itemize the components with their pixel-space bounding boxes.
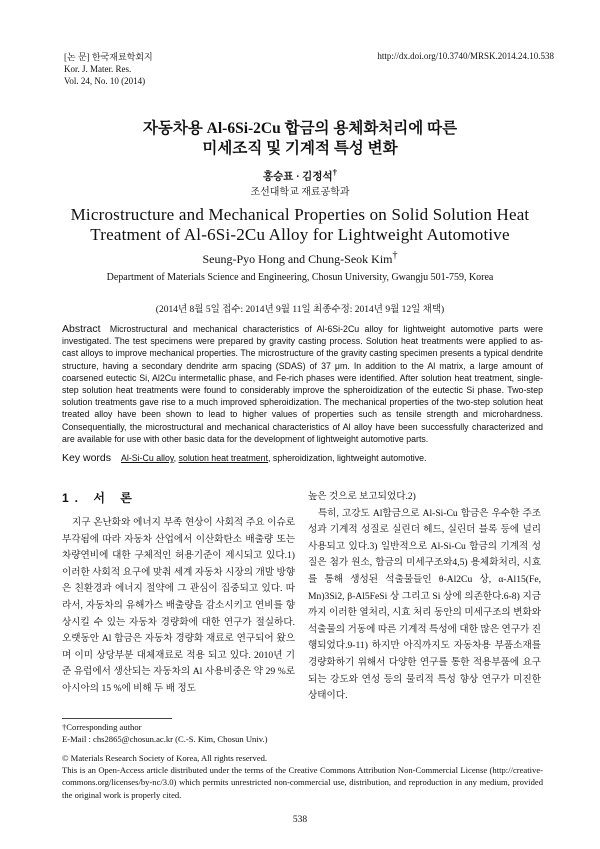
title-korean-line2: 미세조직 및 기계적 특성 변화 [202, 140, 398, 157]
corresponding-mark-en: † [392, 250, 398, 261]
title-english [0, 205, 600, 245]
footnote-email: E-Mail : chs2865@chosun.ac.kr (C.-S. Kim, Chosun Univ.) [62, 734, 268, 744]
title-korean [0, 119, 600, 159]
abstract [62, 323, 543, 445]
footnote-rule [62, 718, 172, 719]
affiliation-korean: 조선대학교 재료공학과 [250, 187, 350, 198]
keyword-item[interactable]: Al-Si-Cu alloy [121, 453, 174, 463]
keyword-item: spheroidization [272, 453, 333, 463]
journal-name-en: Kor. J. Mater. Res. [64, 64, 132, 74]
title-english-line1: Microstructure and Mechanical Properties on Solid Solution Heat [70, 205, 530, 224]
page-number: 538 [292, 815, 308, 825]
footnote [62, 721, 267, 745]
intro-paragraph-1: 지구 온난화와 에너지 부족 현상이 사회적 주요 이슈로 부각됨에 따라 자동차 산업에서 이산화탄소 배출량 또는 차량연비에 대한 구체적인 허용기준이 제시되고 있다.1) 이러한 사회적 요구에 맞춰 세계 자동차 시장의 개발 방향은 친환경과 에너지 절약에 그 관심이 집중되고 있다. 따라서, 자동차의 유해가스 배출량을 감소시키고 연비를 향상시킬 수 있는 자동차 경량화에 대한 연구가 절실하다. 오랫동안 Al 합금은 자동차 경량화 재료로 연구되어 왔으며 이미 상당부분 대체재료로 적용 되고 있다. 2010년 기준 유럽에서 생산되는 자동차의 Al 사용비중은 약 29 %로 아시아의 15 %에 비해 두 배 정도 [62, 517, 295, 694]
authors-korean [0, 167, 600, 184]
footnote-corresponding: †Corresponding author [62, 722, 142, 732]
title-korean-line1: 자동차용 Al-6Si-2Cu 합금의 용체화처리에 따른 [142, 120, 458, 137]
left-column [62, 515, 295, 698]
right-column [308, 489, 541, 705]
corresponding-mark: † [332, 167, 337, 177]
title-english-line2: Treatment of Al-6Si-2Cu Alloy for Lightweight Automotive [90, 225, 510, 244]
intro-paragraph-continued: 높은 것으로 보고되었다.2) [308, 491, 416, 502]
copyright-line: © Materials Research Society of Korea, All rights reserved. [62, 753, 268, 763]
section-heading-introduction: 1. 서 론 [62, 491, 138, 505]
license-text: This is an Open-Access article distributed under the terms of the Creative Commons Attribution Non-Commercial License (http://creative-commons.org/licenses/by-nc/3.0) which permits unrestricted non-commercial use, distribution, and reproduction in any medium, provided the original work is properly cited. [62, 765, 543, 800]
journal-info [64, 51, 153, 87]
authors-korean-names: 홍승표 · 김정석 [263, 171, 333, 183]
intro-paragraph-2: 특히, 고강도 Al합금으로 Al-Si-Cu 합금은 우수한 주조성과 기계적 성질로 실린더 헤드, 실린더 블록 등에 널리 사용되고 있다.3) 일반적으로 Al-Si-Cu 합금의 기계적 성질은 첨가 원소, 합금의 미세구조와4,5) 용체화처리, 시효를 통해 생성된 석출물들인 θ-Al2Cu 상, α-Al15(Fe, Mn)3Si2, β-Al5FeSi 상 그리고 Si 상에 의존한다.6-8) 지금까지 이러한 열처리, 시효 처리 동안의 미세구조의 변화와 석출물의 거동에 따른 기계적 특성에 대한 많은 연구가 진행되었다.9-11) 하지만 아직까지도 자동차용 부품소재를 경량화하기 위해서 다양한 연구를 통한 적용부품에 요구되는 강도와 연성 등의 물리적 특성 향상 연구가 미진한 상태이다. [308, 507, 541, 702]
abstract-heading: Abstract [62, 323, 101, 335]
copyright-notice [62, 752, 543, 801]
abstract-text: Microstructural and mechanical characteristics of Al-6Si-2Cu alloy for lightweight automotive parts were investigated. The test specimens were prepared by gravity casting process. Solution heat treatments were applied to as-cast alloys to improve mechanical properties. The microstructure of the gravity casting specimen presents a typical dendrite structure, having a secondary dendrite arm spacing (SDAS) of 37 μm. In addition to the Al matrix, a large amount of coarsened eutectic Si, Al2Cu intermetallic phase, and Fe-rich phases were identified. After solution heat treatment, single-step solution heat treatments were found to considerably improve the spheroidization of the eutectic Si phase. Two-step solution treatments gave rise to a much improved spheroidization. The mechanical properties of the two-step solution heat treated alloy have been shown to lead to higher values of properties such as tensile strength and microhardness. Consequentially, the microstructural and mechanical characteristics of Al alloy have been successfully characterized and are available for use with other basic data for the development of lightweight automotive parts. [62, 324, 543, 444]
keywords: Key words Al-Si-Cu alloy, solution heat treatment, spheroidization, lightweight automotive. [62, 452, 427, 464]
keyword-item[interactable]: solution heat treatment [178, 453, 269, 463]
affiliation-english: Department of Materials Science and Engineering, Chosun University, Gwangju 501-759, Korea [106, 272, 494, 283]
doi-link[interactable]: http://dx.doi.org/10.3740/MRSK.2014.24.10.538 [377, 51, 554, 61]
authors-english [0, 250, 600, 267]
keyword-item: lightweight automotive. [337, 453, 427, 463]
journal-volume: Vol. 24, No. 10 (2014) [64, 76, 146, 86]
keywords-heading: Key words [62, 452, 112, 464]
submission-dates: (2014년 8월 5일 접수: 2014년 9월 11일 최종수정: 2014년 9월 12일 채택) [155, 305, 445, 315]
journal-name-ko: [논 문] 한국재료학회지 [64, 52, 153, 62]
authors-english-names: Seung-Pyo Hong and Chung-Seok Kim [202, 252, 393, 266]
